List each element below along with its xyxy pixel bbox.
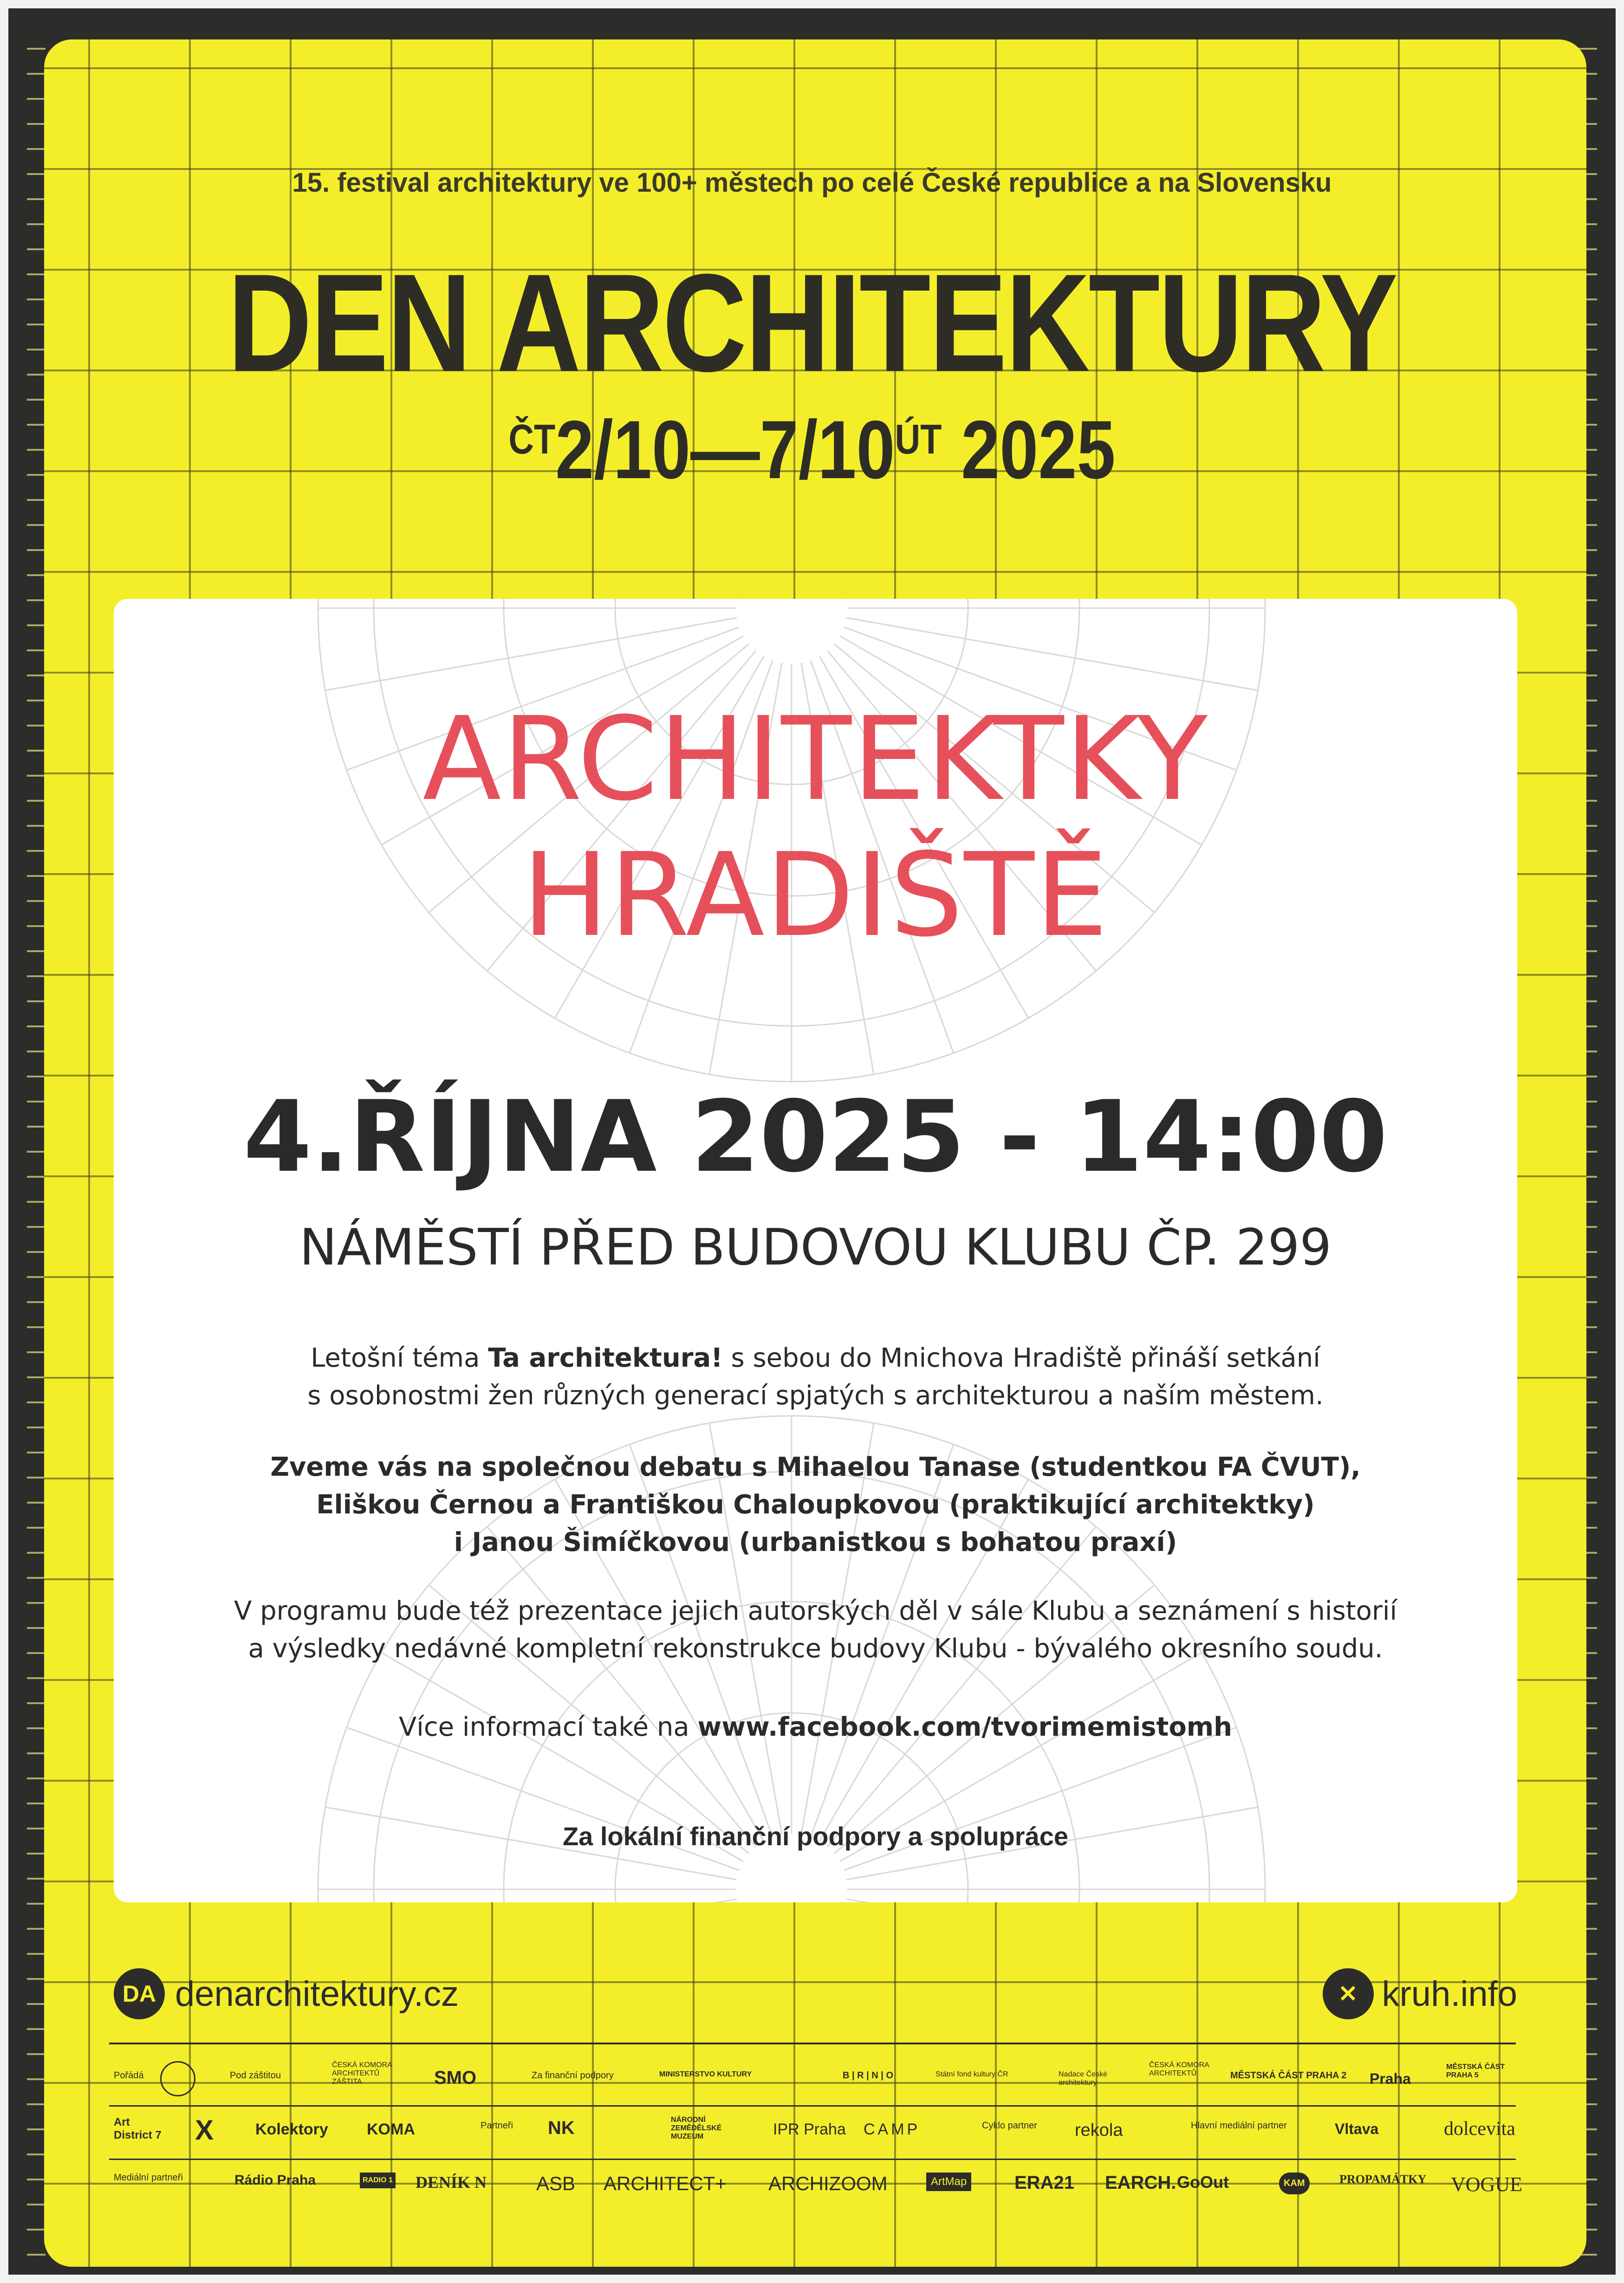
earch-logo: EARCH. bbox=[1105, 2173, 1176, 2193]
mcp2-logo: MĚSTSKÁ ČÁST PRAHA 2 bbox=[1230, 2070, 1347, 2081]
date-range: 2/10—7/10 bbox=[555, 403, 895, 496]
praha5-logo: MĚSTSKÁ ČÁST PRAHA 5 bbox=[1446, 2063, 1505, 2079]
label-zastita: Pod záštitou bbox=[230, 2070, 281, 2081]
kolektory-logo: Kolektory bbox=[255, 2121, 328, 2138]
nk-logo: NK bbox=[548, 2118, 575, 2138]
sponsor-divider-2 bbox=[109, 2105, 1516, 2107]
goout-logo: GoOut bbox=[1177, 2173, 1229, 2192]
facebook-link[interactable]: www.facebook.com/tvorimemistomh bbox=[697, 1712, 1233, 1742]
asb-logo: ASB bbox=[536, 2173, 576, 2194]
mk-logo: MINISTERSTVO KULTURY bbox=[659, 2070, 752, 2078]
era21-logo: ERA21 bbox=[1014, 2173, 1074, 2193]
label-partneri: Partneři bbox=[481, 2121, 513, 2131]
sponsor-divider-3 bbox=[109, 2159, 1516, 2160]
da-logo-icon: DA bbox=[114, 1968, 165, 2019]
intro-paragraph: Letošní téma Ta architektura! s sebou do Mnichova Hradiště přináší setkání s osobnostmi žen různých generací spjatých s architekturou a naším městem. bbox=[307, 1343, 1324, 1411]
brno-logo: B | R | N | O bbox=[843, 2070, 894, 2081]
ckait-logo: ČESKÁ KOMORA ARCHITEKTŮ ZÁŠTITA bbox=[332, 2061, 392, 2086]
event-card bbox=[114, 599, 1517, 1902]
artmap-logo: ArtMap bbox=[926, 2173, 971, 2191]
denarchitektury-link[interactable] bbox=[114, 1968, 459, 2019]
event-date-time: 4.ŘÍJNA 2025 - 14:00 bbox=[243, 1079, 1388, 1194]
koma-logo: KOMA bbox=[367, 2121, 415, 2138]
festival-subtitle: 15. festival architektury ve 100+ městech po celé České republice a na Slovensku bbox=[292, 168, 1332, 198]
label-hlavni: Hlavní mediální partner bbox=[1191, 2121, 1287, 2131]
kruh-link[interactable] bbox=[1323, 1968, 1518, 2019]
event-place: NÁMĚSTÍ PŘED BUDOVOU KLUBU ČP. 299 bbox=[299, 1219, 1332, 1277]
right-site-text: kruh.info bbox=[1382, 1974, 1517, 2014]
rekola-logo: rekola bbox=[1075, 2121, 1123, 2140]
propamatky-logo: PROPAMÁTKY bbox=[1339, 2173, 1427, 2186]
radio-praha-logo: Rádio Praha bbox=[234, 2173, 316, 2188]
nadace-logo: Nadace České architektury bbox=[1059, 2070, 1107, 2087]
day-from: ČT bbox=[508, 416, 556, 463]
label-medialni: Mediální partneři bbox=[114, 2173, 183, 2183]
program-paragraph: V programu bude též prezentace jejich autorských děl v sále Klubu a seznámení s historií a výsledky nedávné kompletní rekonstrukce budovy Klubu - bývalého okresního soudu. bbox=[234, 1596, 1397, 1664]
camp-logo: CAMP bbox=[864, 2121, 921, 2138]
cka-logo: ČESKÁ KOMORA ARCHITEKTŮ bbox=[1149, 2061, 1209, 2077]
festival-year: 2025 bbox=[961, 403, 1116, 496]
organizer-logo-icon bbox=[160, 2061, 195, 2096]
ipr-logo: IPR Praha bbox=[773, 2121, 846, 2138]
festival-title: DEN ARCHITEKTURY bbox=[227, 245, 1397, 401]
event-title-line1: ARCHITEKTKY bbox=[422, 693, 1208, 826]
praha-logo: Praha bbox=[1370, 2070, 1411, 2087]
event-title bbox=[114, 692, 1517, 963]
vogue-logo: VOGUE bbox=[1451, 2173, 1522, 2196]
architect-logo: ARCHITECT+ bbox=[604, 2173, 727, 2194]
event-title-line2: HRADIŠTĚ bbox=[522, 828, 1109, 962]
denik-logo: DENÍK N bbox=[416, 2173, 487, 2192]
more-info: Více informací také na www.facebook.com/tvorimemistomh bbox=[398, 1712, 1233, 1742]
kam-logo: KAM bbox=[1279, 2173, 1310, 2194]
label-cyklo: Cyklo partner bbox=[982, 2121, 1037, 2131]
nzm-logo: NÁRODNÍ ZEMĚDĚLSKÉ MUZEUM bbox=[671, 2116, 722, 2140]
vltava-logo: Vltava bbox=[1335, 2121, 1379, 2137]
debate-paragraph: Zveme vás na společnou debatu s Mihaelou Tanase (studentkou FA ČVUT), Eliškou Černou a Františkou Chaloupkovou (praktikující architektky) i Janou Šimíčkovou (urbanistkou s bohatou praxí) bbox=[270, 1452, 1361, 1558]
sponsor-divider bbox=[109, 2043, 1516, 2044]
x-logo: X bbox=[195, 2114, 214, 2146]
smo-logo: SMO bbox=[434, 2068, 477, 2088]
label-financni: Za finanční podpory bbox=[532, 2070, 614, 2081]
day-to: ÚT bbox=[895, 416, 942, 463]
left-site-text: denarchitektury.cz bbox=[175, 1974, 459, 2014]
archizoom-logo: ARCHIZOOM bbox=[768, 2173, 888, 2194]
sfk-logo: Státní fond kultury ČR bbox=[935, 2070, 1008, 2078]
local-support: Za lokální finanční podpory a spolupráce bbox=[562, 1822, 1069, 1851]
label-poradal: Pořádá bbox=[114, 2070, 144, 2081]
radio1-logo: RADIO 1 bbox=[360, 2173, 396, 2188]
ruler-left bbox=[27, 48, 45, 2258]
dolcevita-logo: dolcevita bbox=[1444, 2118, 1515, 2140]
close-x-icon: ✕ bbox=[1323, 1968, 1374, 2019]
festival-dates bbox=[130, 403, 1494, 496]
artdistrict-logo: Art District 7 bbox=[114, 2116, 162, 2141]
